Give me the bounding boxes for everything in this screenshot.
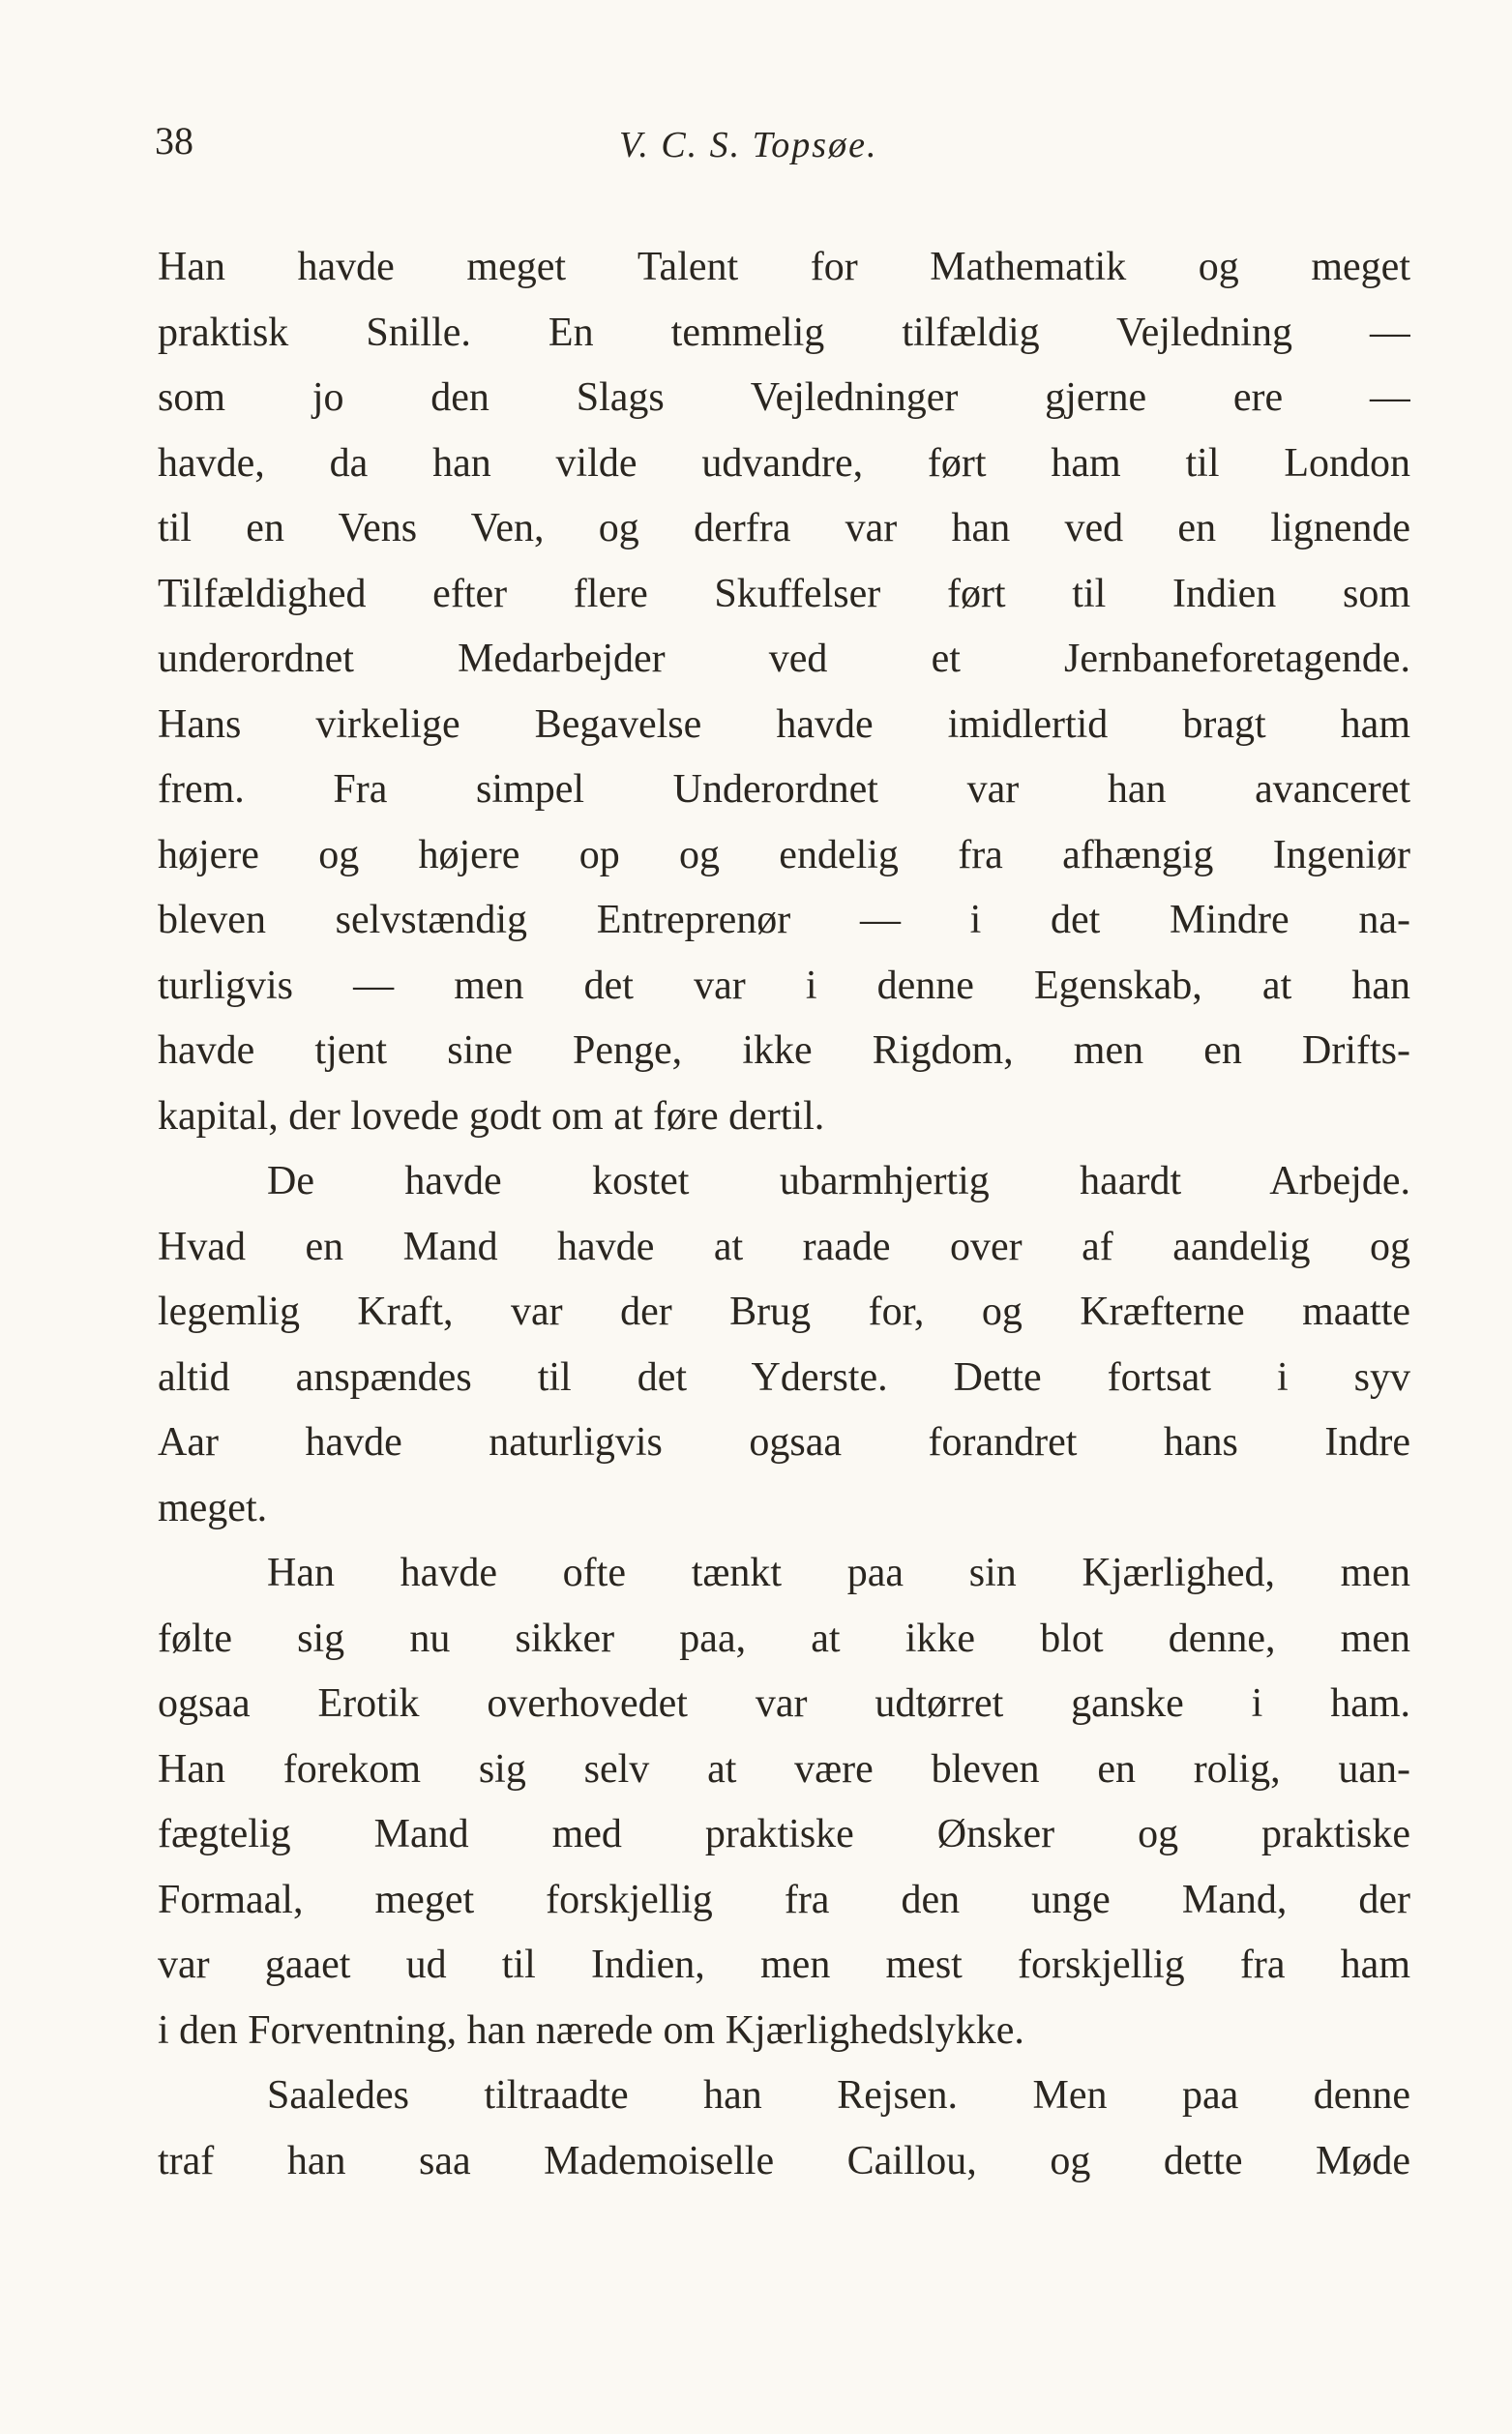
- text-line: altid anspændes til det Yderste. Dette fortsat i syv: [158, 1354, 1410, 1400]
- text-line: i den Forventning, han nærede om Kjærlighedslykke.: [158, 2007, 1024, 2053]
- body-text: [158, 235, 1410, 2194]
- text-line: følte sig nu sikker paa, at ikke blot denne, men: [158, 1616, 1410, 1661]
- text-line: Hvad en Mand havde at raade over af aandelig og: [158, 1224, 1410, 1269]
- text-line: havde, da han vilde udvandre, ført ham til London: [158, 440, 1410, 486]
- text-line: turligvis — men det var i denne Egenskab, at han: [158, 963, 1410, 1008]
- text-line: fægtelig Mand med praktiske Ønsker og praktiske: [158, 1812, 1410, 1856]
- text-line: kapital, der lovede godt om at føre dertil.: [158, 1093, 825, 1139]
- text-line: højere og højere op og endelig fra afhængig Ingeniør: [158, 832, 1410, 877]
- text-line: Aar havde naturligvis ogsaa forandret hans Indre: [158, 1420, 1410, 1465]
- text-line: bleven selvstændig Entreprenør — i det Mindre na-: [158, 898, 1410, 942]
- text-line: Han havde ofte tænkt paa sin Kjærlighed, men: [267, 1551, 1410, 1595]
- text-line: som jo den Slags Vejledninger gjerne ere —: [158, 375, 1410, 420]
- text-line: Han havde meget Talent for Mathematik og meget: [158, 245, 1410, 289]
- text-line: meget.: [158, 1485, 268, 1530]
- text-line: De havde kostet ubarmhjertig haardt Arbejde.: [267, 1159, 1410, 1203]
- text-line: havde tjent sine Penge, ikke Rigdom, men en Drifts-: [158, 1028, 1410, 1073]
- text-line: praktisk Snille. En temmelig tilfældig Vejledning —: [158, 310, 1410, 355]
- text-line: var gaaet ud til Indien, men mest forskjellig fra ham: [158, 1943, 1410, 1987]
- text-line: frem. Fra simpel Underordnet var han avanceret: [158, 767, 1410, 812]
- text-line: Saaledes tiltraadte han Rejsen. Men paa denne: [267, 2073, 1410, 2118]
- text-line: til en Vens Ven, og derfra var han ved en lignende: [158, 506, 1410, 550]
- text-line: Formaal, meget forskjellig fra den unge Mand, der: [158, 1877, 1410, 1922]
- text-line: traf han saa Mademoiselle Caillou, og dette Møde: [158, 2138, 1410, 2183]
- text-line: Hans virkelige Begavelse havde imidlertid bragt ham: [158, 701, 1410, 747]
- text-line: Tilfældighed efter flere Skuffelser ført til Indien som: [158, 571, 1410, 616]
- text-line: underordnet Medarbejder ved et Jernbaneforetagende.: [158, 637, 1410, 681]
- text-line: legemlig Kraft, var der Brug for, og Kræfterne maatte: [158, 1290, 1410, 1334]
- running-head: V. C. S. Topsøe.: [619, 125, 878, 165]
- text-line: Han forekom sig selv at være bleven en rolig, uan-: [158, 1746, 1410, 1792]
- text-line: ogsaa Erotik overhovedet var udtørret ganske i ham.: [158, 1681, 1410, 1726]
- page-number: 38: [155, 119, 193, 163]
